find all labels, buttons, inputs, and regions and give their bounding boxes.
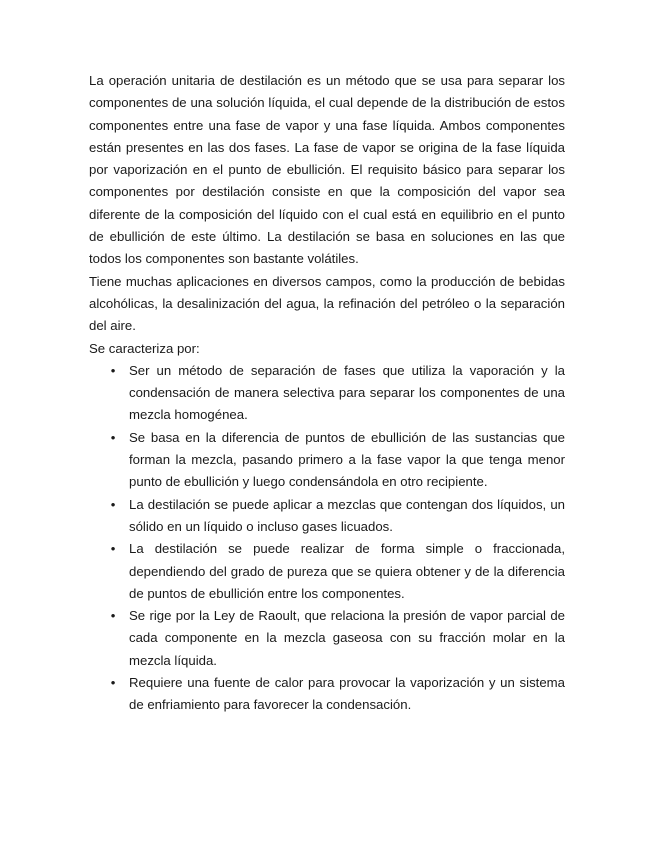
applications-paragraph: Tiene muchas aplicaciones en diversos campos, como la producción de bebidas alcohólicas, la desalinización del agua, la refinación del petróleo o la separación del aire. — [89, 273, 565, 334]
list-item — [89, 427, 565, 494]
list-item-text: Ser un método de separación de fases que utiliza la vaporación y la condensación de manera selectiva para separar los componentes de una mezcla homogénea. — [129, 362, 565, 423]
characteristics-heading: Se caracteriza por: — [89, 340, 200, 356]
bullet-icon: • — [110, 496, 116, 512]
bullet-icon: • — [110, 362, 116, 378]
document-page — [89, 70, 565, 717]
list-item-text: Requiere una fuente de calor para provocar la vaporización y un sistema de enfriamiento para favorecer la condensación. — [129, 675, 565, 713]
list-item-text: La destilación se puede aplicar a mezclas que contengan dos líquidos, un sólido en un líquido o incluso gases licuados. — [129, 496, 565, 534]
bullet-icon: • — [110, 541, 116, 557]
list-item-text: La destilación se puede realizar de forma simple o fraccionada, dependiendo del grado de pureza que se quiera obtener y de la diferencia de puntos de ebullición entre los componentes. — [129, 541, 565, 601]
list-item — [89, 605, 565, 672]
bullet-icon: • — [110, 608, 116, 624]
list-item — [89, 672, 565, 717]
list-item-text: Se rige por la Ley de Raoult, que relaciona la presión de vapor parcial de cada componente en la mezcla gaseosa con su fracción molar en la mezcla líquida. — [129, 608, 565, 668]
list-item — [89, 494, 565, 539]
characteristics-list — [89, 360, 565, 717]
list-item-text: Se basa en la diferencia de puntos de ebullición de las sustancias que forman la mezcla, pasando primero a la fase vapor la que tenga menor punto de ebullición y luego condensándola en otro recipiente. — [129, 429, 565, 490]
intro-paragraph: La operación unitaria de destilación es un método que se usa para separar los componentes de una solución líquida, el cual depende de la distribución de estos componentes entre una fase de vapor y una fase líquida. Ambos componentes están presentes en las dos fases. La fase de vapor se origina de la fase líquida por vaporización en el punto de ebullición. El requisito básico para separar los componentes por destilación consiste en que la composición del vapor sea diferente de la composición del líquido con el cual está en equilibrio en el punto de ebullición de este último. La destilación se basa en soluciones en las que todos los componentes son bastante volátiles. — [89, 73, 565, 267]
list-item — [89, 538, 565, 605]
bullet-icon: • — [110, 675, 116, 691]
bullet-icon: • — [110, 429, 116, 445]
list-item — [89, 360, 565, 427]
